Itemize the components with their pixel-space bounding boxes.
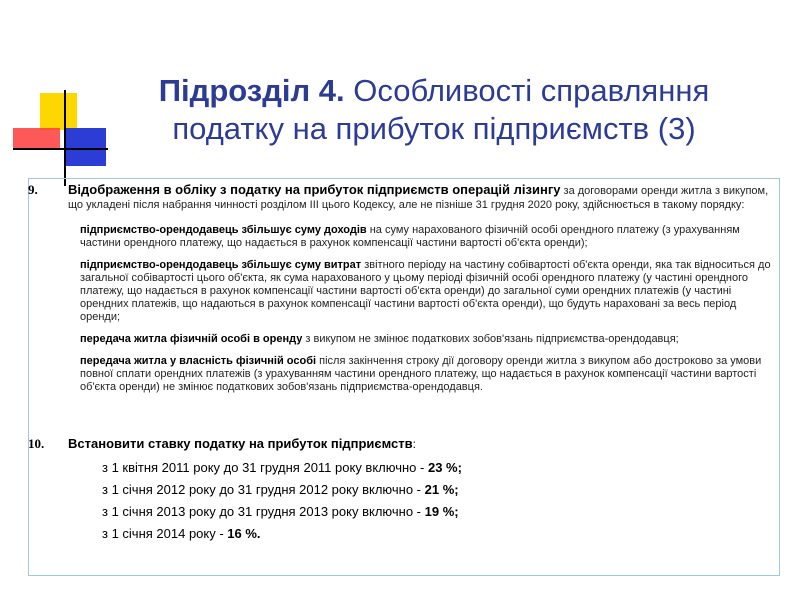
- rate-value: 23 %;: [427, 460, 462, 475]
- item-9-para-1: [68, 224, 773, 250]
- rate-value: 19 %;: [424, 504, 459, 519]
- decor-vertical-line: [64, 90, 66, 186]
- para-4-bold: передача житла у власність фізичній особі: [80, 355, 317, 367]
- para-2-bold: підприємство-орендодавець збільшує суму витрат: [80, 259, 362, 271]
- para-1-text: на суму нарахованого фізичній особі орендного платежу (з урахуванням частини орендного платежу, що надається в рахунок компенсації частини вартості об'єкта оренди);: [80, 224, 740, 249]
- rate-item: [68, 479, 773, 501]
- title-rest: Особливості справляння: [344, 73, 710, 108]
- rate-value: 16 %.: [227, 526, 261, 541]
- decor-blue-square: [66, 128, 106, 166]
- slide-title: [104, 72, 764, 148]
- para-1-bold: підприємство-орендодавець збільшує суму доходів: [80, 224, 367, 236]
- item-9-para-3: [68, 333, 773, 346]
- rate-period: з 1 квітня 2011 року до 31 грудня 2011 року включно -: [102, 460, 428, 475]
- rate-value: 21 %;: [424, 482, 459, 497]
- item-9-lead: Відображення в обліку з податку на прибуток підприємств операцій лізингу: [68, 182, 561, 197]
- para-2-text: звітного періоду на частину собівартості об'єкта оренди, яка так відноситься до загальної собівартості цього об'єкта, як сума нарахованого у цьому періоді фізичній особі орендного платежу (у частині орендного платежу, що надається в рахунок компенсації частини вартості об'єкта оренди) до загальної суми орендних платежів (у частині орендних платежів, що надаються в рахунок компенсації частини вартості об'єкта оренди), що будуть нараховані за весь період оренди;: [80, 259, 771, 323]
- title-prefix: Підрозділ 4.: [158, 73, 345, 108]
- rate-period: з 1 січня 2012 року до 31 грудня 2012 року включно -: [102, 482, 425, 497]
- rate-item: [68, 501, 773, 523]
- para-3-bold: передача житла фізичній особі в оренду: [80, 333, 303, 345]
- item-10-number: 10.: [28, 436, 45, 451]
- rate-item: [68, 523, 773, 545]
- rate-period: з 1 січня 2013 року до 31 грудня 2013 року включно -: [102, 504, 425, 519]
- rate-item: [68, 457, 773, 479]
- decor-red-square: [13, 128, 60, 150]
- item-10-body: [68, 437, 773, 545]
- item-9-lead-rest: за договорами оренди житла з викупом, що укладені після набрання чинності розділом III цього Кодексу, але не пізніше 31 грудня 2020 року, здійснюється в такому порядку:: [68, 185, 769, 211]
- para-3-text: з викупом не змінює податкових зобов'язань підприємства-орендодавця;: [302, 333, 679, 345]
- item-9-number: 9.: [28, 182, 38, 197]
- item-9-body: [68, 183, 773, 394]
- decor-yellow-square: [40, 93, 77, 130]
- rates-list: [68, 457, 773, 545]
- title-line2: податку на прибуток підприємств (3): [172, 111, 696, 146]
- item-10-colon: :: [412, 437, 416, 451]
- decor-horizontal-line: [13, 148, 108, 150]
- para-4-text: після закінчення строку дії договору оренди житла з викупом або достроково за умови повної сплати орендних платежів (з урахуванням частини орендного платежу, що надається в рахунок компенсації частини вартості об'єкта оренди) не змінює податкових зобов'язань підприємства-орендодавця.: [80, 355, 762, 393]
- rate-period: з 1 січня 2014 року -: [102, 526, 228, 541]
- item-10-lead: Встановити ставку податку на прибуток підприємств: [68, 436, 413, 451]
- item-9-para-2: [68, 259, 773, 324]
- item-9-para-4: [68, 355, 773, 394]
